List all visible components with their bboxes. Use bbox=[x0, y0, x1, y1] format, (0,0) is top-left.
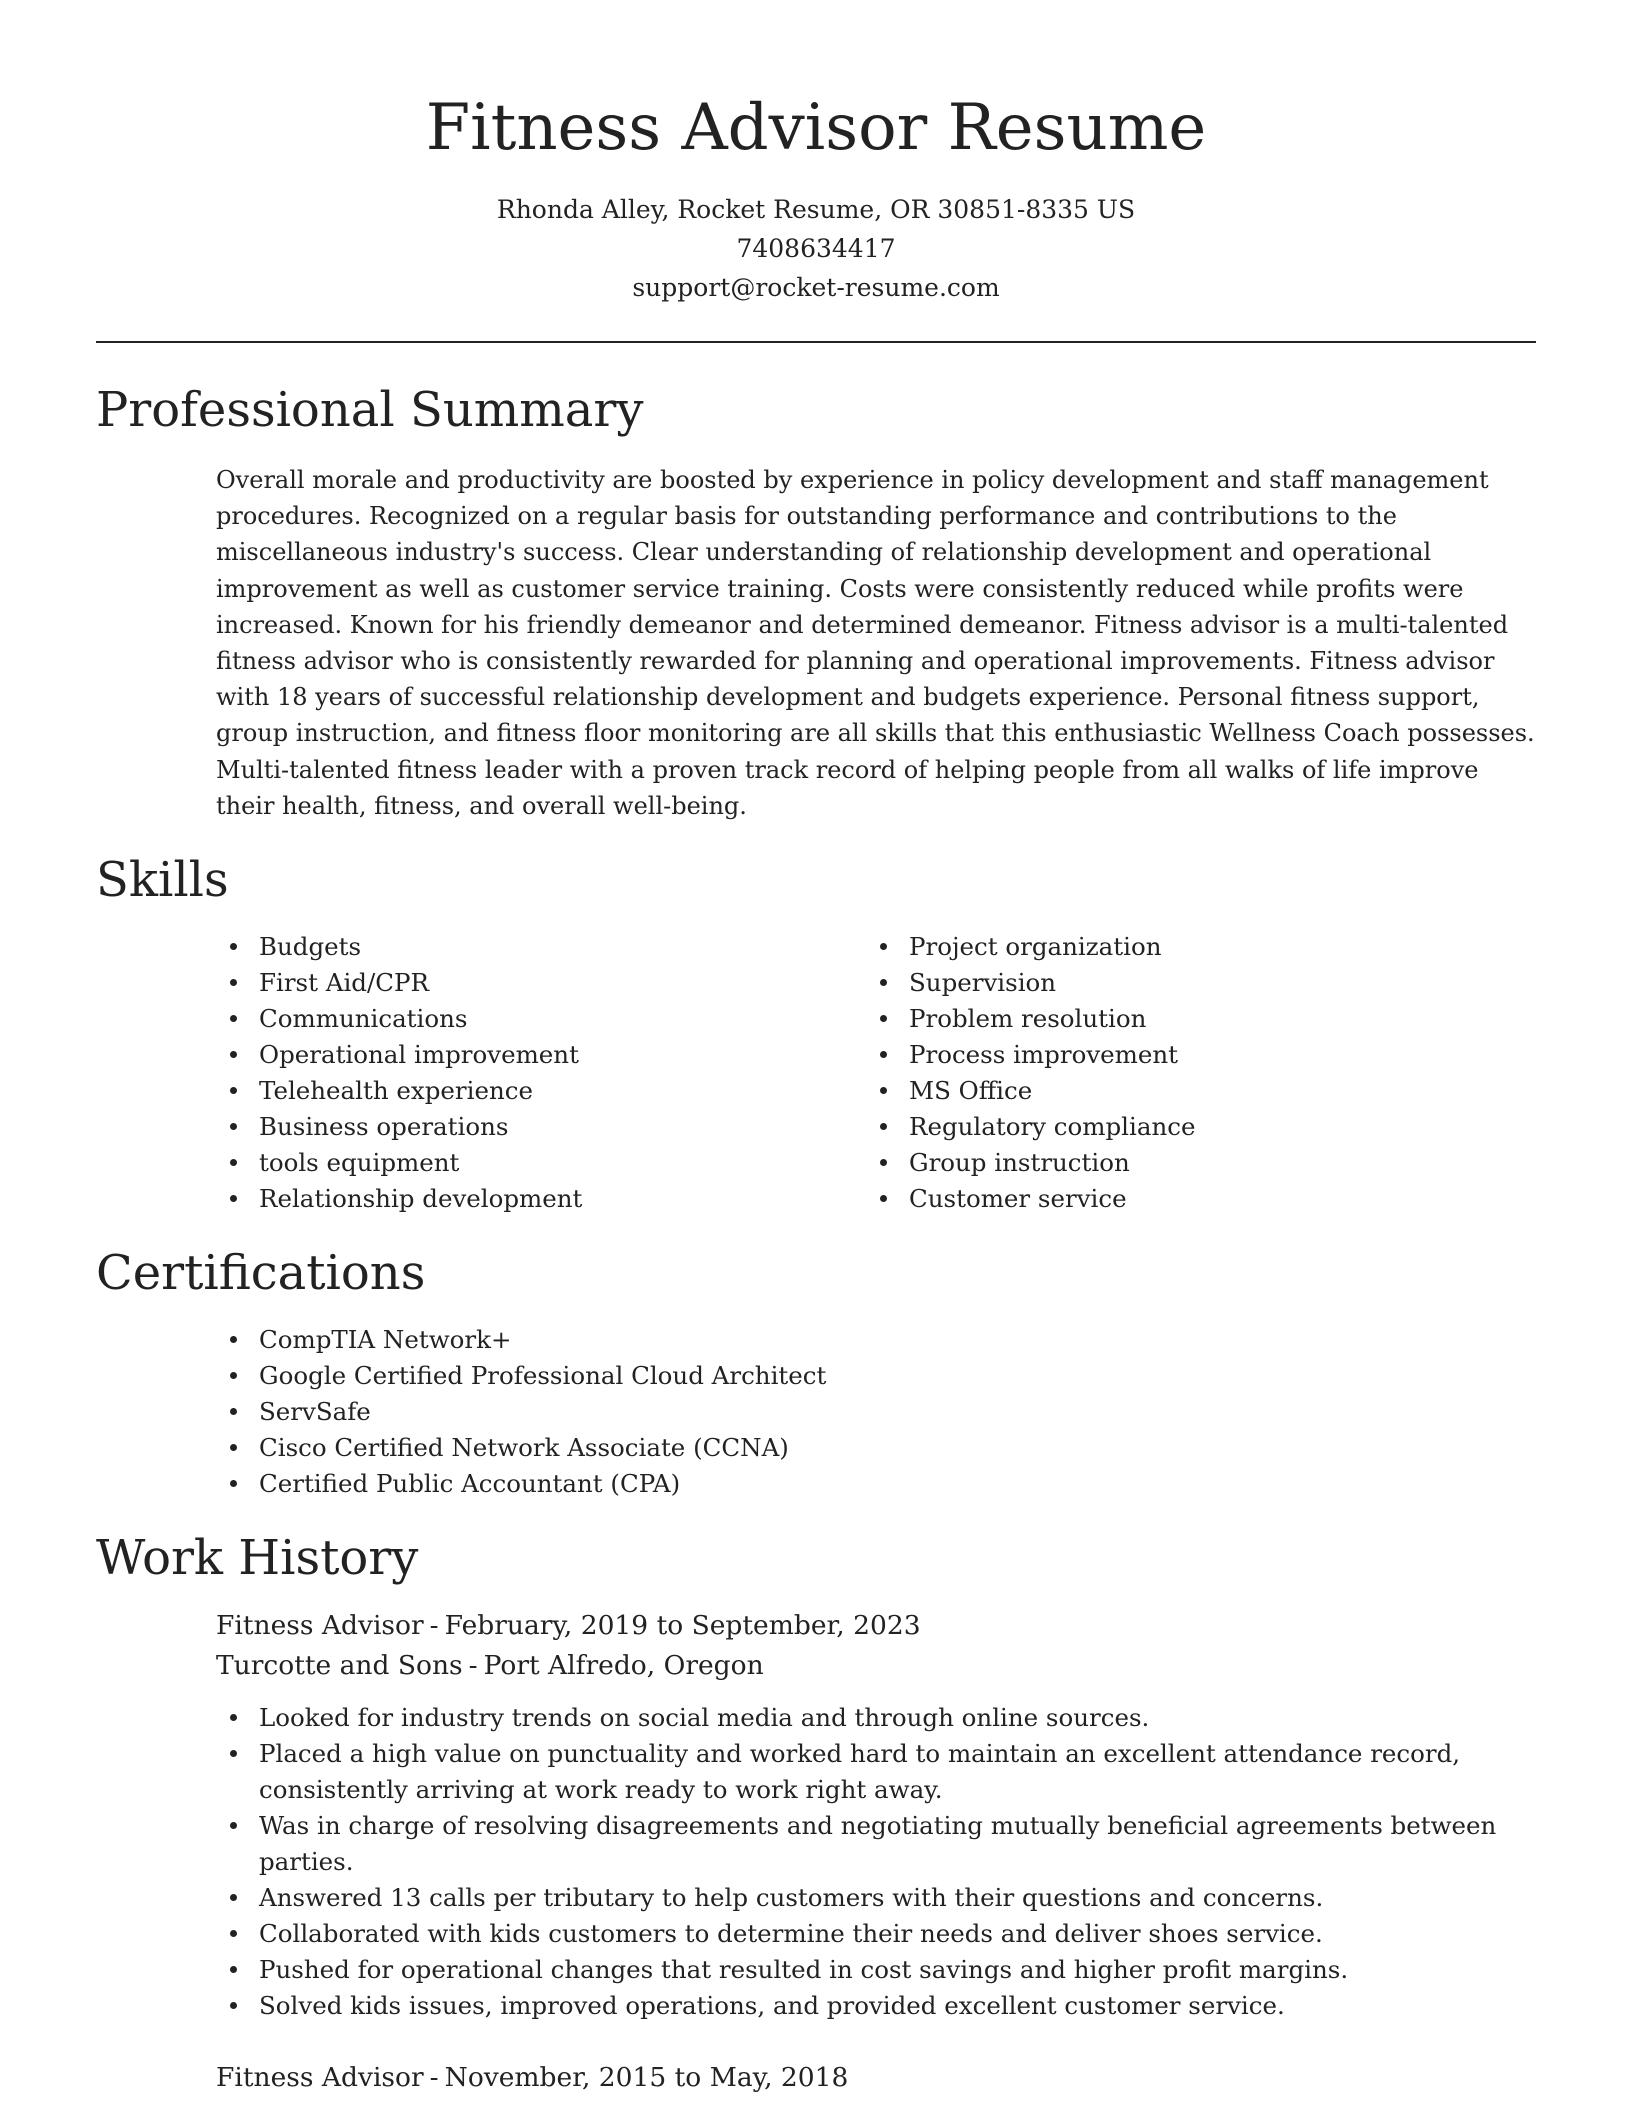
job-title: Fitness Advisor bbox=[216, 1610, 424, 1641]
skill-item: Relationship development bbox=[216, 1181, 856, 1217]
skill-item: Communications bbox=[216, 1001, 856, 1037]
section-title-skills: Skills bbox=[96, 852, 229, 908]
section-title-summary: Professional Summary bbox=[96, 382, 644, 438]
skill-item: tools equipment bbox=[216, 1145, 856, 1181]
skills-list-left bbox=[216, 929, 856, 1217]
resume-title: Fitness Advisor Resume bbox=[425, 91, 1207, 165]
contact-address: Rhonda Alley, Rocket Resume, OR 30851-8335 US bbox=[496, 195, 1136, 224]
skill-item: Project organization bbox=[866, 929, 1506, 965]
job-dates: February, 2019 to September, 2023 bbox=[444, 1610, 921, 1641]
skill-item: Supervision bbox=[866, 965, 1506, 1001]
job-header bbox=[216, 2058, 848, 2098]
job-separator: - bbox=[429, 1610, 439, 1641]
header-divider bbox=[96, 341, 1536, 343]
job-employer: Turcotte and Sons bbox=[216, 1650, 463, 1681]
skill-item: First Aid/CPR bbox=[216, 965, 856, 1001]
skill-item: Customer service bbox=[866, 1181, 1506, 1217]
certification-item: CompTIA Network+ bbox=[216, 1322, 1516, 1358]
summary-text: Overall morale and productivity are boosted by experience in policy development and staff management procedures. Recognized on a regular basis for outstanding performance and contributions to the miscellaneous industry's success. Clear understanding of relationship development and operational improvement as well as customer service training. Costs were consistently reduced while profits were increased. Known for his friendly demeanor and determined demeanor. Fitness advisor is a multi-talented fitness advisor who is consistently rewarded for planning and operational improvements. Fitness advisor with 18 years of successful relationship development and budgets experience. Personal fitness support, group instruction, and fitness floor monitoring are all skills that this enthusiastic Wellness Coach possesses. Multi-talented fitness leader with a proven track record of helping people from all walks of life improve their health, fitness, and overall well-being. bbox=[216, 466, 1535, 820]
certification-item: ServSafe bbox=[216, 1394, 1516, 1430]
contact-phone: 7408634417 bbox=[736, 234, 896, 263]
skills-list-right bbox=[866, 929, 1506, 1217]
job-employer-line bbox=[216, 1646, 764, 1686]
resume-header bbox=[0, 0, 1632, 307]
job-bullet: Pushed for operational changes that resulted in cost savings and higher profit margins. bbox=[216, 1952, 1516, 1988]
certification-item: Google Certified Professional Cloud Architect bbox=[216, 1358, 1516, 1394]
certification-item: Cisco Certified Network Associate (CCNA) bbox=[216, 1430, 1516, 1466]
job-bullet: Was in charge of resolving disagreements and negotiating mutually beneficial agreements between parties. bbox=[216, 1808, 1516, 1880]
skill-item: Group instruction bbox=[866, 1145, 1506, 1181]
job-bullet: Looked for industry trends on social media and through online sources. bbox=[216, 1700, 1516, 1736]
job-title: Fitness Advisor bbox=[216, 2062, 424, 2093]
job-location: Port Alfredo, Oregon bbox=[483, 1650, 764, 1681]
skill-item: Regulatory compliance bbox=[866, 1109, 1506, 1145]
skill-item: Process improvement bbox=[866, 1037, 1506, 1073]
job-separator: - bbox=[468, 1650, 478, 1681]
skill-item: Operational improvement bbox=[216, 1037, 856, 1073]
job-header bbox=[216, 1606, 921, 1646]
job-dates: November, 2015 to May, 2018 bbox=[444, 2062, 849, 2093]
job-bullets bbox=[216, 1700, 1516, 2024]
skill-item: Telehealth experience bbox=[216, 1073, 856, 1109]
skill-item: Budgets bbox=[216, 929, 856, 965]
certification-item: Certified Public Accountant (CPA) bbox=[216, 1466, 1516, 1502]
skill-item: MS Office bbox=[866, 1073, 1506, 1109]
contact-block bbox=[0, 190, 1632, 307]
job-bullet: Answered 13 calls per tributary to help customers with their questions and concerns. bbox=[216, 1880, 1516, 1916]
skill-item: Problem resolution bbox=[866, 1001, 1506, 1037]
job-bullet: Solved kids issues, improved operations, and provided excellent customer service. bbox=[216, 1988, 1516, 2024]
certifications-list bbox=[216, 1322, 1516, 1502]
section-title-certifications: Certifications bbox=[96, 1245, 426, 1301]
job-bullet: Placed a high value on punctuality and worked hard to maintain an excellent attendance record, consistently arriving at work ready to work right away. bbox=[216, 1736, 1516, 1808]
job-separator: - bbox=[429, 2062, 439, 2093]
skill-item: Business operations bbox=[216, 1109, 856, 1145]
contact-email: support@rocket-resume.com bbox=[632, 273, 1000, 302]
job-bullet: Collaborated with kids customers to determine their needs and deliver shoes service. bbox=[216, 1916, 1516, 1952]
section-title-work-history: Work History bbox=[96, 1530, 419, 1586]
